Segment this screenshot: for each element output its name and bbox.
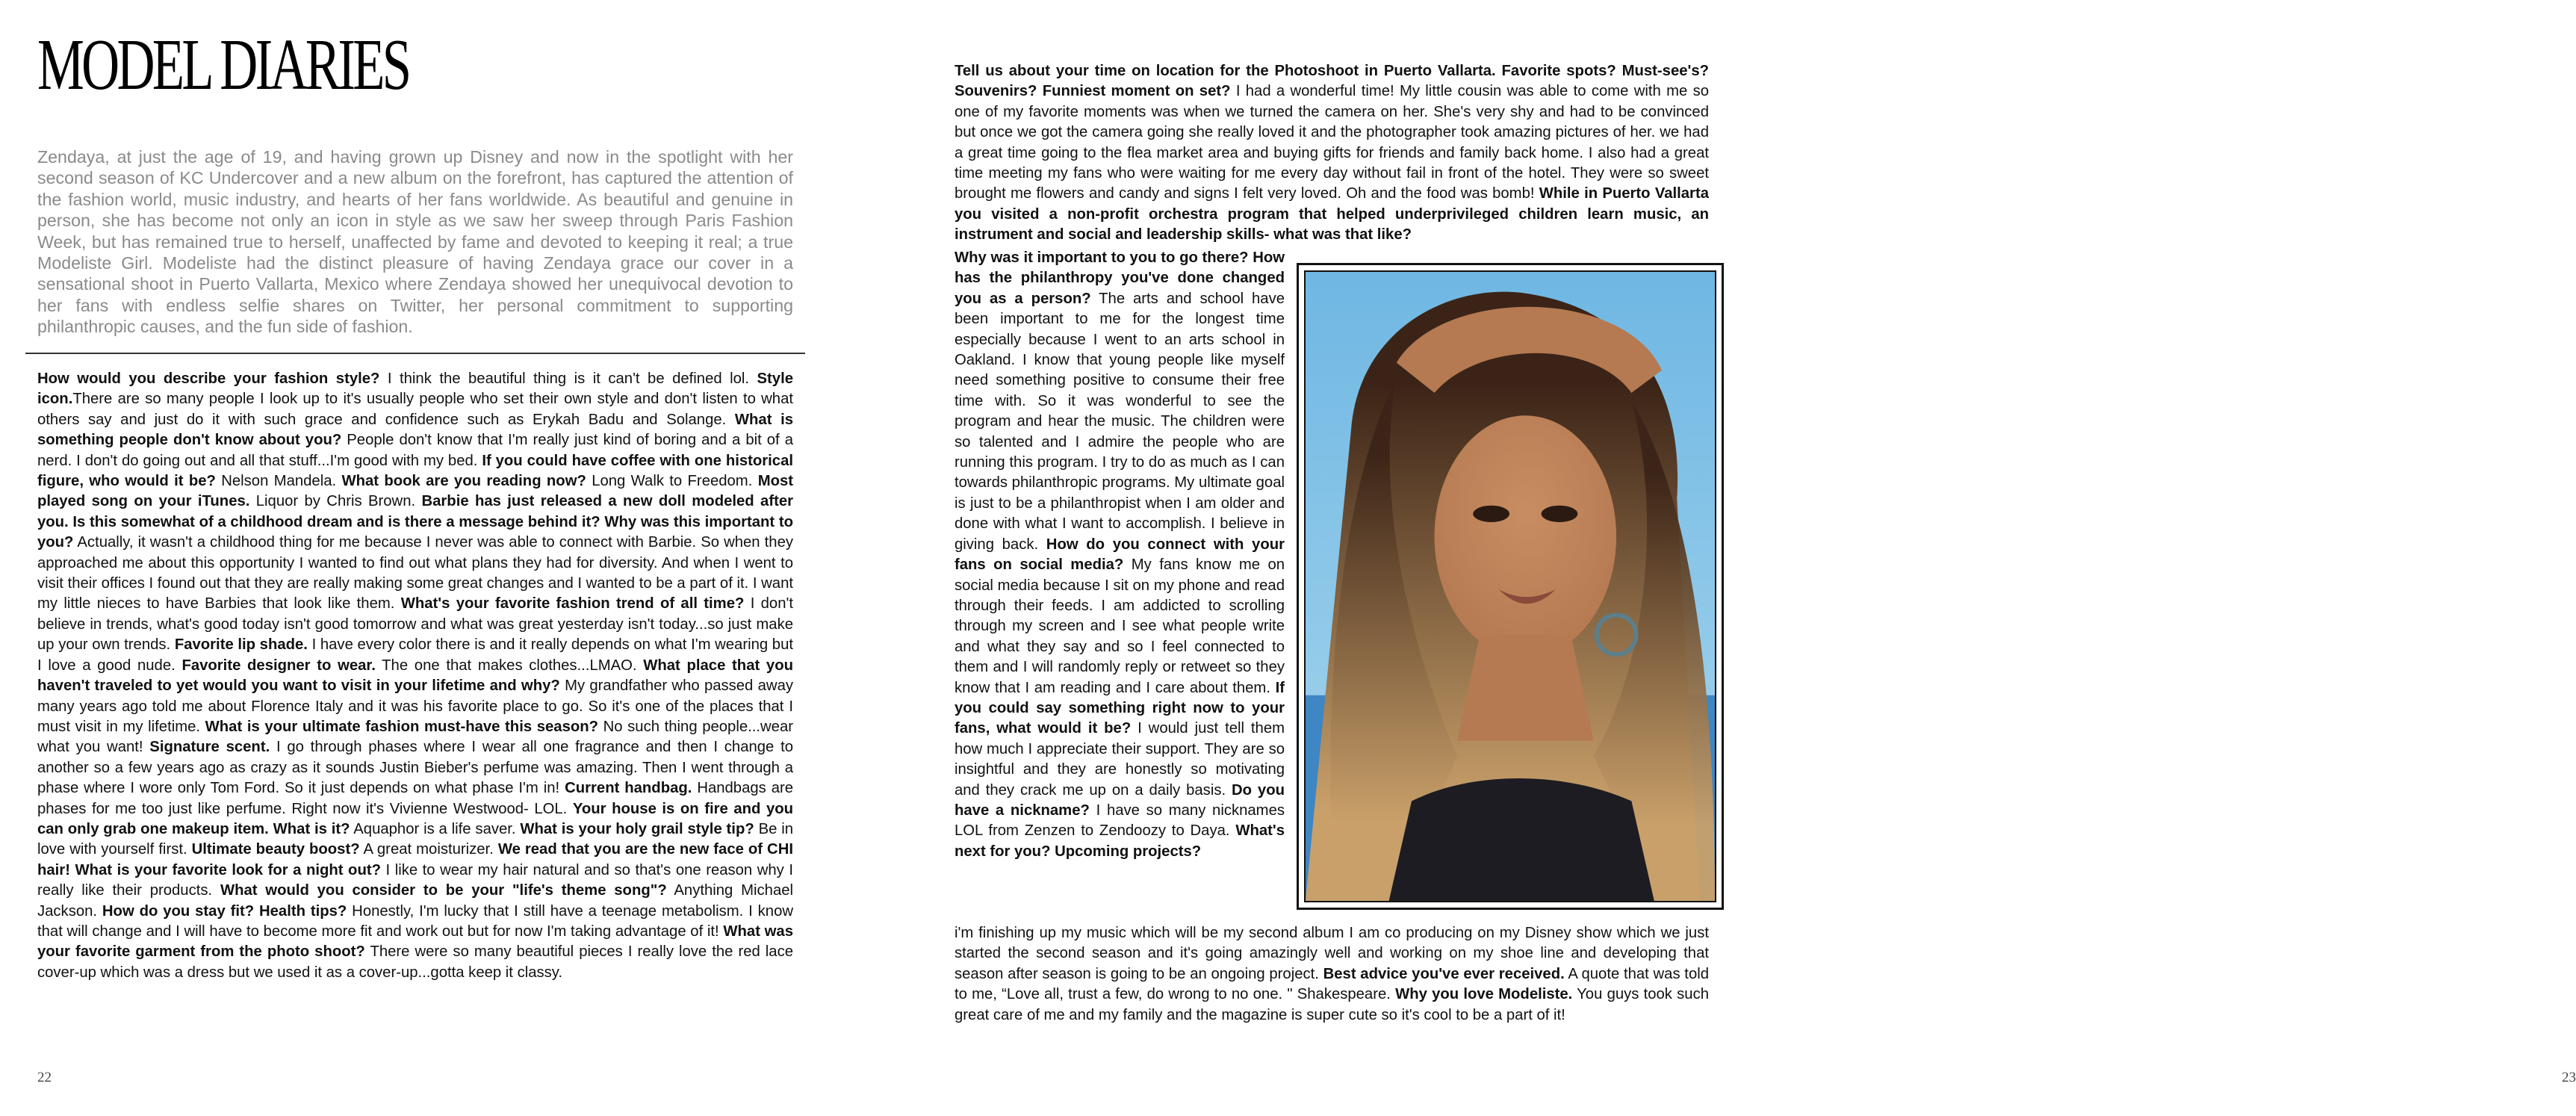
divider <box>25 353 805 354</box>
interview-answer: i'm finishing up my music which will be my second album I am co producing on my Disney show which we just started the second season and it's going amazingly well and working on my shoe line and developing that season after season is going to be an ongoing project. <box>955 925 1709 982</box>
interview-answer: Aquaphor is a life saver. <box>350 820 521 837</box>
page-title: MODEL DIARIES <box>37 25 409 105</box>
interview-question: If you could say something right now to your fans, what would it be? <box>955 679 1285 737</box>
interview-question: How would you describe your fashion style? <box>37 371 380 387</box>
interview-answer: Actually, it wasn't a childhood thing for me because I never was able to connect with Barbie. So when they approached me about this opportunity I wanted to find out what plans they had for diversity. And when I went to visit their offices I found out that they are really making some great changes and I wanted to be a part of it. I want my little nieces to have Barbies that look like them. <box>37 534 794 613</box>
interview-question: Favorite lip shade. <box>174 636 308 654</box>
interview-answer: I have so many nicknames LOL from Zenzen to Zendoozy to Daya. <box>955 802 1285 840</box>
interview-answer: I had a wonderful time! My little cousin was able to come with me so one of my favorite moments was when we turned the camera on her. She's very shy and had to be convinced but once we got the camera going she really loved it and the photographer took amazing pictures of her. we had a great time going to the flea market area and buying gifts for friends and family back home. I also had a great time meeting my fans who were waiting for me every day without fail in front of the hotel. They were so sweet brought me flowers and candy and signs I felt very loved. Oh and the food was bomb! <box>955 83 1709 202</box>
interview-answer: You guys took such great care of me and my family and the magazine is super cute so it's cool to be a part of it! <box>955 986 1709 1023</box>
portrait-illustration <box>1306 272 1715 901</box>
interview-question: Favorite designer to wear. <box>181 657 376 674</box>
interview-question: How do you connect with your fans on social media? <box>955 536 1285 574</box>
interview-question: We read that you are the new face of CHI hair! What is your favorite look for a night out? <box>37 841 793 878</box>
interview-answer: The one that makes clothes...LMAO. <box>375 657 644 674</box>
interview-question: What was your favorite garment from the photo shoot? <box>37 923 793 961</box>
interview-answer: There were so many beautiful pieces I really love the red lace cover-up which was a dress but we used it as a cover-up...gotta keep it classy. <box>37 943 793 981</box>
interview-answer: Liquor by Chris Brown. <box>249 493 422 510</box>
page-number-left: 22 <box>37 1070 52 1085</box>
portrait-photo <box>1304 270 1716 902</box>
interview-question: What is your holy grail style tip? <box>520 820 754 837</box>
interview-question: Barbie has just released a new doll modeled after you. Is this somewhat of a childhood dream and is there a message behind it? Why was this important to you? <box>37 493 793 551</box>
interview-question: Tell us about your time on location for the Photoshoot in Puerto Vallarta. Favorite spots? Must-see's? Souvenirs? Funniest moment on set? <box>955 63 1709 100</box>
interview-answer: I go through phases where I wear all one fragrance and then I change to another so a few years ago as crazy as it sounds Justin Bieber's perfume was amazing. Then I went through a phase where I wore only Tom Ford. So it just depends on what phase I'm in! <box>37 739 793 797</box>
interview-answer: Handbags are phases for me too just like perfume. Right now it's Vivienne Westwood- LOL. <box>37 780 794 817</box>
interview-answer: Honestly, I'm lucky that I still have a teenage metabolism. I know that will change and I will have to become more fit and work out but for now I'm taking advantage of it! <box>37 902 793 940</box>
interview-question: Ultimate beauty boost? <box>191 841 360 858</box>
interview-question: What book are you reading now? <box>341 473 586 490</box>
interview-answer: The arts and school have been important to me for the longest time especially because I went to an arts school in Oakland. I know that young people like myself need something positive to consume their free time with. So it was wonderful to see the program and hear the music. The children were so talented and I admire the people who are running this program. I try to do as much as I can towards philanthropic programs. My ultimate goal is just to be a philanthropist when I am older and done with what I want to accomplish. I believe in giving back. <box>955 290 1285 553</box>
interview-answer: Long Walk to Freedom. <box>586 473 758 490</box>
interview-question: Most played song on your iTunes. <box>37 473 794 510</box>
interview-right-bottom <box>955 923 1709 1026</box>
interview-question: Signature scent. <box>149 739 270 756</box>
interview-answer: My grandfather who passed away many years ago told me about Florence Italy and it was his favorite place to go. So it's one of the places that I must visit in my lifetime. <box>37 678 793 735</box>
interview-question: Do you have a nickname? <box>955 781 1285 819</box>
interview-question: If you could have coffee with one historical figure, who would it be? <box>37 452 793 490</box>
interview-question: What's your favorite fashion trend of all time? <box>400 595 745 613</box>
interview-left-column <box>37 369 793 983</box>
interview-right-column <box>955 248 1285 862</box>
interview-answer: I like to wear my hair natural and so that's one reason why I really like their products. <box>37 861 793 899</box>
left-page <box>0 0 872 1116</box>
portrait-photo-frame <box>1297 263 1724 910</box>
interview-question: While in Puerto Vallarta you visited a non-profit orchestra program that helped underprivileged children learn music, an instrument and social and leadership skills- what was that like? <box>955 185 1709 244</box>
interview-question: What would you consider to be your "life's theme song"? <box>220 882 667 899</box>
neck <box>1457 635 1594 741</box>
interview-question: What place that you haven't traveled to yet would you want to visit in your lifetime and why? <box>37 657 793 695</box>
interview-answer: A great moisturizer. <box>359 841 498 858</box>
interview-question: What's next for you? Upcoming projects? <box>955 822 1285 860</box>
right-eye <box>1542 506 1578 522</box>
interview-answer: A quote that was told to me, “Love all, trust a few, do wrong to no one. " Shakespeare. <box>955 965 1710 1003</box>
interview-answer: I would just tell them how much I appreciate their support. They are so insightful and they are honestly so motivating and they crack me up on a daily basis. <box>955 720 1285 799</box>
interview-question: Why you love Modeliste. <box>1395 986 1573 1003</box>
interview-question: Why was it important to you to go there? How has the philanthropy you've done changed you as a person? <box>955 249 1285 307</box>
swim-top <box>1389 778 1654 901</box>
interview-question: Your house is on fire and you can only grab one makeup item. What is it? <box>37 800 793 837</box>
interview-question: How do you stay fit? Health tips? <box>102 902 347 920</box>
face <box>1435 415 1617 657</box>
interview-question: Current handbag. <box>565 780 692 797</box>
interview-answer: I have every color there is and it really depends on what I'm wearing but I love a good nude. <box>37 636 794 674</box>
page-number-right: 23 <box>2562 1070 2576 1085</box>
interview-answer: I don't believe in trends, what's good today isn't good tomorrow and what was great yesterday isn't today...so just make up your own trends. <box>37 595 793 654</box>
interview-answer: I think the beautiful thing is it can't be defined lol. <box>379 371 757 387</box>
interview-answer: People don't know that I'm really just kind of boring and a bit of a nerd. I don't do going out and all that stuff...I'm good with my bed. <box>37 432 793 469</box>
interview-answer: Anything Michael Jackson. <box>37 882 794 920</box>
interview-answer: There are so many people I look up to it's usually people who set their own style and don't listen to what others say and just do it with such grace and confidence such as Erykah Badu and Solange. <box>37 391 793 428</box>
interview-answer: Nelson Mandela. <box>215 473 342 490</box>
interview-answer: Be in love with yourself first. <box>37 820 793 858</box>
interview-answer: No such thing people...wear what you want! <box>37 718 793 756</box>
intro-paragraph: Zendaya, at just the age of 19, and having grown up Disney and now in the spotlight with her second season of KC Undercover and a new album on the forefront, has captured the attention of the fashion world, music industry, and hearts of her fans worldwide. As beautiful and genuine in person, she has become not only an icon in style as we saw her sweep through Paris Fashion Week, but has remained true to herself, unaffected by fame and devoted to keeping it real; a true Modeliste Girl. Modeliste had the distinct pleasure of having Zendaya grace our cover in a sensational shoot in Puerto Vallarta, Mexico where Zendaya showed her unequivocal devotion to her fans with endless selfie shares on Twitter, her personal commitment to supporting philanthropic causes, and the fun side of fashion. <box>37 147 793 337</box>
interview-right-top <box>955 61 1709 246</box>
interview-question: What is your ultimate fashion must-have this season? <box>205 718 599 735</box>
right-page <box>872 0 2576 1116</box>
interview-question: What is something people don't know about you? <box>37 411 793 449</box>
interview-answer: My fans know me on social media because I sit on my phone and read through their feeds. I am addicted to scrolling through my screen and I see what people write and what they say and so I feel connected to them and I will randomly reply or retweet so they know that I am reading and I care about them. <box>955 557 1285 696</box>
interview-question: Best advice you've ever received. <box>1323 965 1565 982</box>
interview-question: Style icon. <box>37 371 793 408</box>
left-eye <box>1473 506 1509 522</box>
